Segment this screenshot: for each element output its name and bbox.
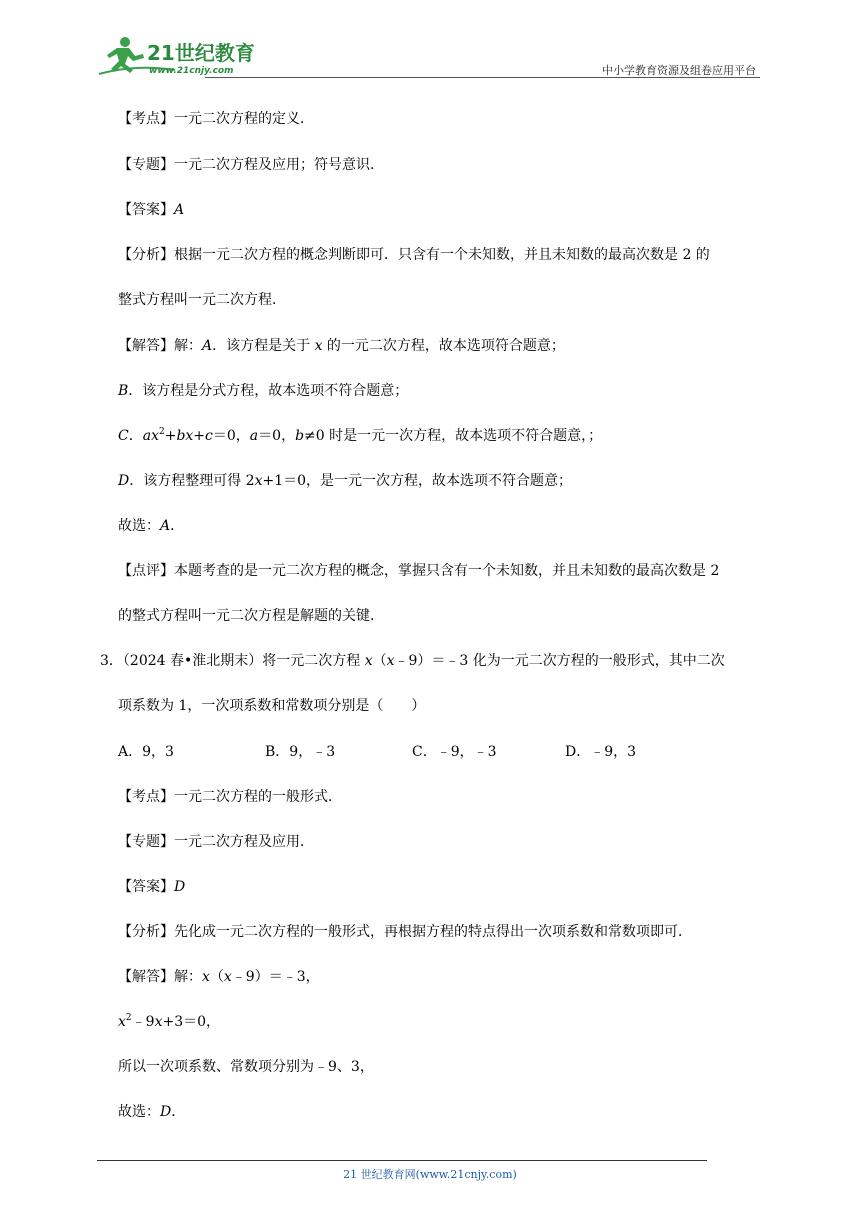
logo-text: 21世纪教育 (147, 41, 255, 65)
q3-stem-1: 3．（2024 春•淮北期末）将一元二次方程 x（x﹣9）＝﹣3 化为一元二次方程的一般形式，其中二次 (100, 653, 725, 669)
q3-choice: 故选：D． (118, 1104, 186, 1120)
q2-option-b-explain: B．该方程是分式方程，故本选项不符合题意； (118, 383, 409, 399)
q3-answer: 【答案】D (118, 879, 186, 895)
q2-dianping-1: 【点评】本题考查的是一元二次方程的概念，掌握只含有一个未知数，并且未知数的最高次数是 2 (118, 563, 720, 579)
q3-jieda-step1: 【解答】解：x（x﹣9）＝﹣3， (118, 969, 320, 985)
logo (95, 34, 265, 76)
q2-zhuanti: 【专题】一元二次方程及应用；符号意识． (118, 157, 384, 173)
platform-name: 中小学教育资源及组卷应用平台 (602, 64, 756, 77)
q3-zhuanti: 【专题】一元二次方程及应用． (118, 834, 314, 850)
q3-answer-value: D (174, 879, 186, 895)
q2-answer: 【答案】A (118, 202, 185, 218)
q3-jieda-step3: 所以一次项系数、常数项分别为﹣9、3， (118, 1059, 374, 1075)
q2-jieda-a: 【解答】解：A．该方程是关于 x 的一元二次方程，故本选项符合题意； (118, 338, 565, 354)
q2-dianping-2: 的整式方程叫一元二次方程是解题的关键． (118, 608, 384, 624)
q2-answer-value: A (174, 202, 185, 218)
footer-divider (97, 1160, 707, 1161)
q2-fenxi-2: 整式方程叫一元二次方程． (118, 292, 286, 308)
q3-fenxi: 【分析】先化成一元二次方程的一般形式，再根据方程的特点得出一次项系数和常数项即可． (118, 924, 692, 940)
q2-option-c-explain: C．$ax^2+bx+c=0$，a＝0，b≠0 时是一元一次方程，故本选项不符合题意，； (118, 427, 603, 444)
q2-fenxi-1: 【分析】根据一元二次方程的概念判断即可．只含有一个未知数，并且未知数的最高次数是 2 的 (118, 247, 710, 263)
q2-option-d-explain: D．该方程整理可得 2x+1＝0，是一元一次方程，故本选项不符合题意； (118, 473, 573, 489)
q3-jieda-step2: $x^2﹣9x+3=0$， (118, 1013, 221, 1030)
q2-kaodian: 【考点】一元二次方程的定义． (118, 111, 314, 127)
q3-option-d: D．﹣9，3 (565, 744, 637, 760)
q3-stem-2: 项系数为 1，一次项系数和常数项分别是（ ） (118, 698, 426, 714)
page-header (95, 34, 760, 78)
footer-source: 21 世纪教育网(www.21cnjy.com) (343, 1168, 517, 1181)
q3-option-c: C．﹣9，﹣3 (412, 744, 497, 760)
q3-option-b: B．9，﹣3 (265, 744, 336, 760)
q2-choice: 故选：A． (118, 518, 185, 534)
q3-option-a: A．9，3 (118, 744, 174, 760)
logo-url: www.21cnjy.com (149, 66, 234, 76)
q3-kaodian: 【考点】一元二次方程的一般形式． (118, 789, 342, 805)
